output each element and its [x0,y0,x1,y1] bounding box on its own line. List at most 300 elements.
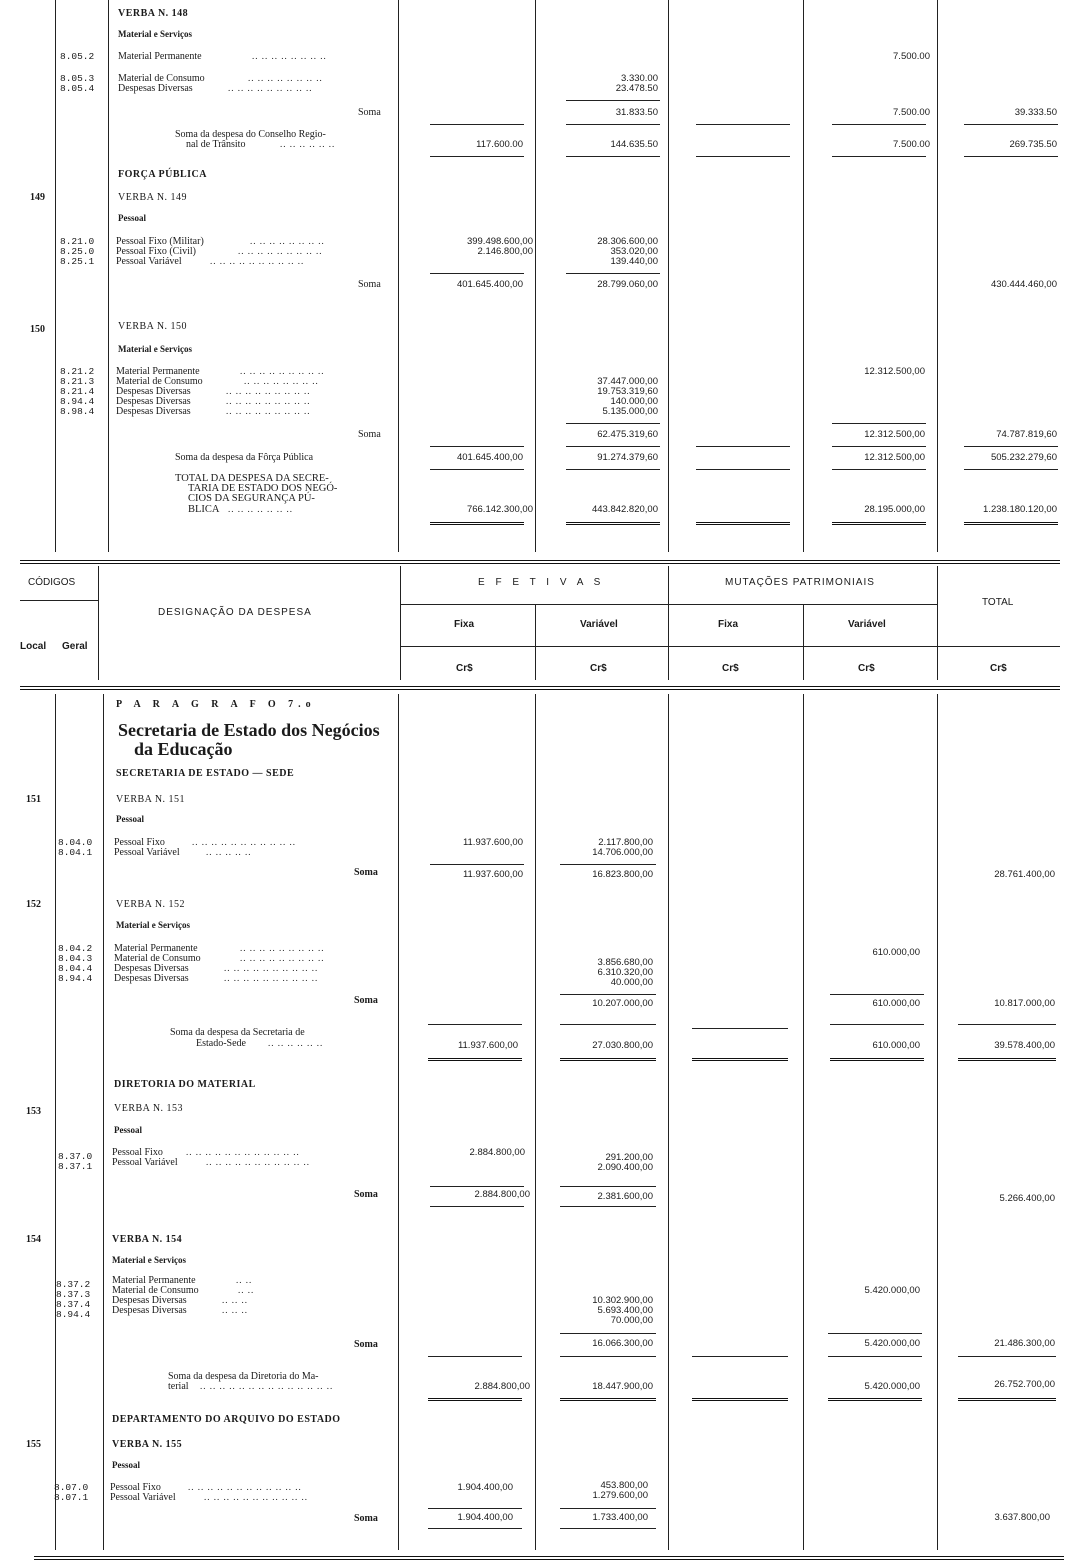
sum-rule [964,446,1058,447]
header-mutacoes: MUTAÇÕES PATRIMONIAIS [725,577,875,588]
sum-rule [832,423,926,424]
header-fixa: Fixa [454,619,475,630]
sum-rule [560,1356,656,1357]
sum-rule [696,446,790,447]
subtotal-label: Estado-Sede [196,1038,246,1049]
value-ef-var: 23.478.50 [615,83,658,94]
verba-152-title: VERBA N. 152 [116,899,186,910]
sum-rule [560,1206,656,1207]
sum-rule [692,1028,788,1029]
value-ef-var: 2.117.800,00 [598,837,653,848]
item-label: Pessoal Variável [112,1157,178,1168]
total-rule [958,1058,1056,1061]
value-mut-var: 7.500.00 [893,51,930,62]
leader-dots: .. .. .. .. .. .. .. .. [250,236,325,246]
item-label: Material Permanente [112,1275,196,1286]
item-label: Material de Consumo [116,376,203,387]
leader-dots: .. .. .. .. .. .. .. .. .. [226,386,311,396]
code: 8.37.1 [58,1161,93,1172]
header-variavel: Variável [848,619,886,630]
code: 8.21.0 [60,236,95,247]
sum-rule [566,446,660,447]
col-rule-mut-var [937,0,938,552]
value-total: 269.735.50 [1009,139,1057,150]
value-ef-var: 27.030.800,00 [592,1040,653,1051]
header-currency: Cr$ [456,663,473,674]
item-label: Despesas Diversas [114,963,189,974]
header-top-rule [20,560,1060,564]
item-label: Despesas Diversas [112,1295,187,1306]
value-ef-fixa: 11.937.600,00 [457,1040,518,1051]
sum-rule [832,156,926,157]
leader-dots: .. .. .. .. .. .. .. .. .. [226,396,311,406]
value-ef-var: 2.090.400,00 [597,1162,653,1173]
soma-label: Soma [358,429,381,440]
value-ef-var: 5.693.400,00 [597,1305,653,1316]
leader-dots: .. .. .. .. .. .. .. .. .. [226,406,311,416]
subtotal-label: Soma da despesa da Secretaria de [170,1027,305,1038]
leader-dots: .. .. .. .. .. .. [268,1038,324,1048]
col-rule-ef-var [668,0,669,552]
code: 8.37.2 [56,1279,91,1290]
header-codigos: CÓDIGOS [28,577,76,588]
total-rule [828,1398,922,1401]
header-bottom-rule [20,686,1060,690]
code: 8.04.3 [58,953,93,964]
header-total: TOTAL [982,597,1014,608]
value-ef-var: 16.066.300,00 [592,1338,653,1349]
sum-rule [832,124,926,125]
value-ef-var: 31.833.50 [615,107,658,118]
col-rule-designation [398,0,399,552]
sum-rule [428,1024,522,1025]
total-rule [692,1058,788,1061]
sum-rule [430,124,524,125]
total-label: TOTAL DA DESPESA DA SECRE- [175,473,329,484]
sum-rule [560,994,656,995]
total-rule [560,1058,656,1061]
code: 8.25.0 [60,246,95,257]
value-ef-var: 3.330.00 [621,73,658,84]
item-label: Material de Consumo [118,73,205,84]
leader-dots: .. .. .. .. .. .. .. .. .. .. .. .. [188,1482,302,1492]
sum-rule [430,1206,524,1207]
item-label: Pessoal Variável [114,847,180,858]
item-label: Despesas Diversas [116,396,191,407]
code: 8.21.3 [60,376,95,387]
value-total: 74.787.819,60 [996,429,1057,440]
value-mut-var: 28.195.000,00 [864,504,925,515]
leader-dots: .. .. .. .. .. .. .. .. [252,51,327,61]
code: 8.05.4 [60,83,95,94]
code: 8.98.4 [60,406,95,417]
value-ef-var: 443.842.820,00 [591,504,658,515]
soma-label: Soma [354,1189,378,1200]
value-ef-fixa: 401.645.400,00 [456,279,523,290]
value-ef-fixa: 1.904.400,00 [457,1482,513,1493]
item-label: Pessoal Variável [116,256,182,267]
sum-rule [696,469,790,470]
header-rule [400,566,401,680]
col-rule-code [108,0,109,552]
sum-rule [830,1024,924,1025]
sum-rule [964,124,1058,125]
code: 8.21.4 [60,386,95,397]
sum-rule [430,273,524,274]
code: 8.04.4 [58,963,93,974]
value-ef-var: 144.635.50 [610,139,658,150]
value-ef-var: 453.800,00 [600,1480,648,1491]
sum-rule [830,994,924,995]
header-rule [803,604,804,680]
section-heading: DEPARTAMENTO DO ARQUIVO DO ESTADO [112,1414,341,1425]
code: 8.04.2 [58,943,93,954]
sum-rule [832,469,926,470]
secretaria-title: da Educação [134,739,233,759]
value-ef-var: 70.000,00 [610,1315,653,1326]
code: 8.04.1 [58,847,93,858]
value-ef-var: 353.020,00 [610,246,658,257]
value-ef-var: 5.135.000,00 [602,406,658,417]
sum-rule [560,1186,656,1187]
value-ef-fixa: 117.600.00 [476,139,523,150]
total-label: BLICA [188,504,220,515]
value-ef-fixa: 1.904.400,00 [457,1512,513,1523]
leader-dots: .. .. .. [222,1305,248,1315]
value-ef-var: 140.000,00 [610,396,658,407]
sum-rule [828,1356,922,1357]
header-currency: Cr$ [722,663,739,674]
page-bottom-rule [34,1556,1064,1560]
value-mut-var: 5.420.000,00 [864,1285,920,1296]
sum-rule [692,1356,788,1357]
sum-rule [560,1333,656,1334]
leader-dots: .. .. .. .. .. .. .. .. .. [228,83,313,93]
sum-rule [964,156,1058,157]
value-mut-var: 7.500.00 [893,139,930,150]
col-rule-code [103,694,104,1550]
sum-rule [566,469,660,470]
header-rule [535,604,536,680]
sum-rule [430,446,524,447]
code: 8.07.1 [54,1492,89,1503]
section-label: Pessoal [116,814,144,824]
leader-dots: .. .. .. .. .. .. .. .. .. .. .. [206,1157,310,1167]
total-rule [560,1398,656,1401]
value-ef-var: 1.279.600,00 [592,1490,648,1501]
code: 8.94.4 [56,1309,91,1320]
item-label: Pessoal Fixo (Militar) [116,236,204,247]
local-code: 150 [30,324,45,335]
total-rule [958,1398,1056,1401]
value-mut-var: 12.312.500,00 [864,452,925,463]
soma-label: Soma [354,995,378,1006]
value-mut-var: 12.312.500,00 [864,429,925,440]
header-rule [937,566,938,680]
subtotal-label: terial [168,1381,189,1392]
total-rule [832,522,926,525]
leader-dots: .. .. .. .. .. .. .. .. [248,73,323,83]
verba-154-title: VERBA N. 154 [112,1234,183,1245]
value-mut-var: 5.420.000,00 [864,1381,920,1392]
item-label: Pessoal Fixo [112,1147,163,1158]
leader-dots: .. .. .. .. .. .. .. .. .. .. .. [204,1492,308,1502]
sum-rule [560,1024,656,1025]
code: 8.37.4 [56,1299,91,1310]
header-currency: Cr$ [990,663,1007,674]
value-total: 21.486.300,00 [994,1338,1055,1349]
verba-150-title: VERBA N. 150 [118,321,188,332]
leader-dots: .. .. [238,1285,255,1295]
value-ef-fixa: 399.498.600,00 [466,236,533,247]
item-label: Despesas Diversas [116,386,191,397]
total-rule [692,1398,788,1401]
value-mut-var: 610.000,00 [872,998,920,1009]
item-label: Material de Consumo [114,953,201,964]
value-ef-fixa: 401.645.400,00 [456,452,523,463]
leader-dots: .. .. .. .. .. .. .. .. .. .. .. .. [186,1147,300,1157]
value-ef-fixa: 2.884.800,00 [474,1381,530,1392]
code: 8.25.1 [60,256,95,267]
col-rule-ef-fixa [535,694,536,1550]
col-rule-local [55,694,56,1550]
value-ef-var: 19.753.319,60 [597,386,658,397]
leader-dots: .. .. .. .. .. .. .. [228,504,293,514]
header-rule [400,646,1060,647]
sum-rule [560,1508,656,1509]
leader-dots: .. .. .. .. .. .. .. .. .. [240,366,325,376]
item-label: Despesas Diversas [118,83,193,94]
leader-dots: .. .. .. .. .. .. .. .. .. .. .. [192,837,296,847]
sum-rule [566,100,660,101]
total-rule [964,522,1058,525]
item-label: Pessoal Variável [110,1492,176,1503]
value-ef-var: 139.440,00 [610,256,658,267]
header-rule [20,600,98,601]
sum-rule [832,446,926,447]
value-ef-var: 28.306.600,00 [597,236,658,247]
item-label: Despesas Diversas [114,973,189,984]
local-code: 151 [26,794,41,805]
total-rule [428,1058,522,1061]
code: 8.94.4 [58,973,93,984]
item-label: Material Permanente [116,366,200,377]
value-total: 5.266.400,00 [999,1193,1055,1204]
value-ef-fixa: 2.146.800,00 [477,246,533,257]
value-total: 39.333.50 [1014,107,1057,118]
verba-153-title: VERBA N. 153 [114,1103,184,1114]
value-ef-fixa: 2.884.800,00 [474,1189,530,1200]
value-total: 28.761.400,00 [994,869,1055,880]
leader-dots: .. .. .. .. .. [206,847,252,857]
value-ef-fixa: 2.884.800,00 [469,1147,525,1158]
leader-dots: .. .. .. .. .. .. .. .. [244,376,319,386]
item-label: Material Permanente [118,51,202,62]
value-mut-var: 610.000,00 [872,1040,920,1051]
leader-dots: .. .. .. .. .. .. .. .. .. .. .. .. .. .. [200,1381,334,1391]
sum-rule [964,469,1058,470]
item-label: Despesas Diversas [112,1305,187,1316]
sum-rule [428,1356,522,1357]
code: 8.21.2 [60,366,95,377]
soma-label: Soma [354,867,378,878]
leader-dots: .. .. .. .. .. .. [280,139,336,149]
value-ef-var: 6.310.320,00 [597,967,653,978]
value-total: 10.817.000,00 [994,998,1055,1009]
value-total: 3.637.800,00 [994,1512,1050,1523]
subtotal-label: Soma da despesa do Conselho Regio- [175,129,326,140]
subtotal-label: Soma da despesa da Fôrça Pública [175,452,314,463]
leader-dots: .. .. .. .. .. .. .. .. .. [240,953,325,963]
value-ef-var: 10.207.000,00 [592,998,653,1009]
col-rule-local [55,0,56,552]
leader-dots: .. .. .. .. .. .. .. .. .. .. [224,973,319,983]
code: 8.94.4 [60,396,95,407]
value-total: 39.578.400,00 [994,1040,1055,1051]
soma-label: Soma [358,107,381,118]
code: 8.07.0 [54,1482,89,1493]
value-ef-var: 62.475.319,60 [597,429,658,440]
leader-dots: .. .. .. .. .. .. .. .. .. .. [224,963,319,973]
value-total: 26.752.700,00 [994,1379,1055,1390]
value-ef-var: 40.000,00 [610,977,653,988]
sum-rule [428,1508,522,1509]
col-rule-mut-fixa [803,0,804,552]
section-label: Pessoal [112,1460,140,1470]
total-rule [696,522,790,525]
header-fixa: Fixa [718,619,739,630]
soma-label: Soma [354,1339,378,1350]
sum-rule [696,124,790,125]
soma-label: Soma [354,1513,378,1524]
item-label: Despesas Diversas [116,406,191,417]
leader-dots: .. .. .. .. .. .. .. .. .. [240,943,325,953]
header-variavel: Variável [580,619,618,630]
item-label: Pessoal Fixo [110,1482,161,1493]
local-code: 154 [26,1234,41,1245]
code: 8.37.3 [56,1289,91,1300]
local-code: 153 [26,1106,41,1117]
local-code: 152 [26,899,41,910]
header-local: Local [20,641,47,652]
header-currency: Cr$ [590,663,607,674]
value-ef-var: 91.274.379,60 [597,452,658,463]
header-geral: Geral [62,641,88,652]
header-rule [98,566,99,680]
code: 8.37.0 [58,1151,93,1162]
item-label: Pessoal Fixo (Civil) [116,246,197,257]
total-label: CIOS DA SEGURANÇA PÚ- [188,493,315,504]
sum-rule [430,864,524,865]
section-heading: FORÇA PÚBLICA [118,169,208,180]
value-total: 1.238.180.120,00 [983,504,1057,515]
value-ef-var: 10.302.900,00 [592,1295,653,1306]
value-ef-var: 16.823.800,00 [592,869,653,880]
value-ef-fixa: 11.937.600,00 [462,837,523,848]
value-ef-var: 1.733.400,00 [592,1512,648,1523]
verba-151-title: VERBA N. 151 [116,794,186,805]
soma-label: Soma [358,279,381,290]
section-heading: DIRETORIA DO MATERIAL [114,1079,256,1090]
leader-dots: .. .. .. [222,1295,248,1305]
section-label: Material e Serviços [112,1255,186,1265]
code: 8.05.2 [60,51,95,62]
sum-rule [566,156,660,157]
verba-149-title: VERBA N. 149 [118,192,188,203]
sum-rule [560,1528,656,1529]
section-label: Material e Serviços [118,344,192,354]
value-total: 430.444.460,00 [990,279,1057,290]
verba-155-title: VERBA N. 155 [112,1439,183,1450]
local-code: 155 [26,1439,41,1450]
sum-rule [828,1333,922,1334]
section-heading: SECRETARIA DE ESTADO — SEDE [116,768,295,779]
item-label: Pessoal Fixo [114,837,165,848]
col-rule-ef-fixa [535,0,536,552]
value-mut-var: 5.420.000,00 [864,1338,920,1349]
value-ef-fixa: 11.937.600,00 [462,869,523,880]
paragraph-heading: P A R A G R A F O 7.o [116,699,316,710]
value-ef-var: 14.706.000,00 [592,847,653,858]
local-code: 149 [30,192,45,203]
sum-rule [430,469,524,470]
total-rule [430,522,524,525]
header-efetivas: E F E T I V A S [478,577,605,588]
section-label: Material e Serviços [116,920,190,930]
value-ef-var: 28.799.060,00 [597,279,658,290]
leader-dots: .. .. .. .. .. .. .. .. .. [238,246,323,256]
secretaria-title: Secretaria de Estado dos Negócios [118,720,380,740]
section-label: Material e Serviços [118,29,192,39]
section-label: Pessoal [114,1125,142,1135]
value-ef-var: 3.856.680,00 [597,957,653,968]
col-rule-mut-var [937,694,938,1550]
value-ef-var: 37.447.000,00 [597,376,658,387]
item-label: Material Permanente [114,943,198,954]
sum-rule [430,156,524,157]
value-ef-var: 291.200,00 [605,1152,653,1163]
sum-rule [560,864,656,865]
header-rule [400,604,937,605]
value-mut-var: 610.000,00 [872,947,920,958]
col-rule-ef-var [668,694,669,1550]
verba-148-title: VERBA N. 148 [118,8,189,19]
sum-rule [566,124,660,125]
header-designacao: DESIGNAÇÃO DA DESPESA [158,607,312,618]
sum-rule [958,1356,1056,1357]
sum-rule [566,423,660,424]
item-label: Material de Consumo [112,1285,199,1296]
leader-dots: .. .. .. .. .. .. .. .. .. .. [210,256,305,266]
value-mut-var: 12.312.500,00 [864,366,925,377]
col-rule-mut-fixa [803,694,804,1550]
total-rule [566,522,660,525]
sum-rule [428,1528,522,1529]
value-mut-var: 7.500.00 [893,107,930,118]
col-rule-designation [398,694,399,1550]
code: 8.04.0 [58,837,93,848]
sum-rule [566,273,660,274]
value-ef-fixa: 766.142.300,00 [466,504,533,515]
value-ef-var: 18.447.900,00 [592,1381,653,1392]
sum-rule [696,156,790,157]
total-rule [830,1058,924,1061]
sum-rule [958,1024,1056,1025]
sum-rule [430,1186,524,1187]
subtotal-label: nal de Trânsito [186,139,246,150]
subtotal-label: Soma da despesa da Diretoria do Ma- [168,1371,319,1382]
code: 8.05.3 [60,73,95,84]
